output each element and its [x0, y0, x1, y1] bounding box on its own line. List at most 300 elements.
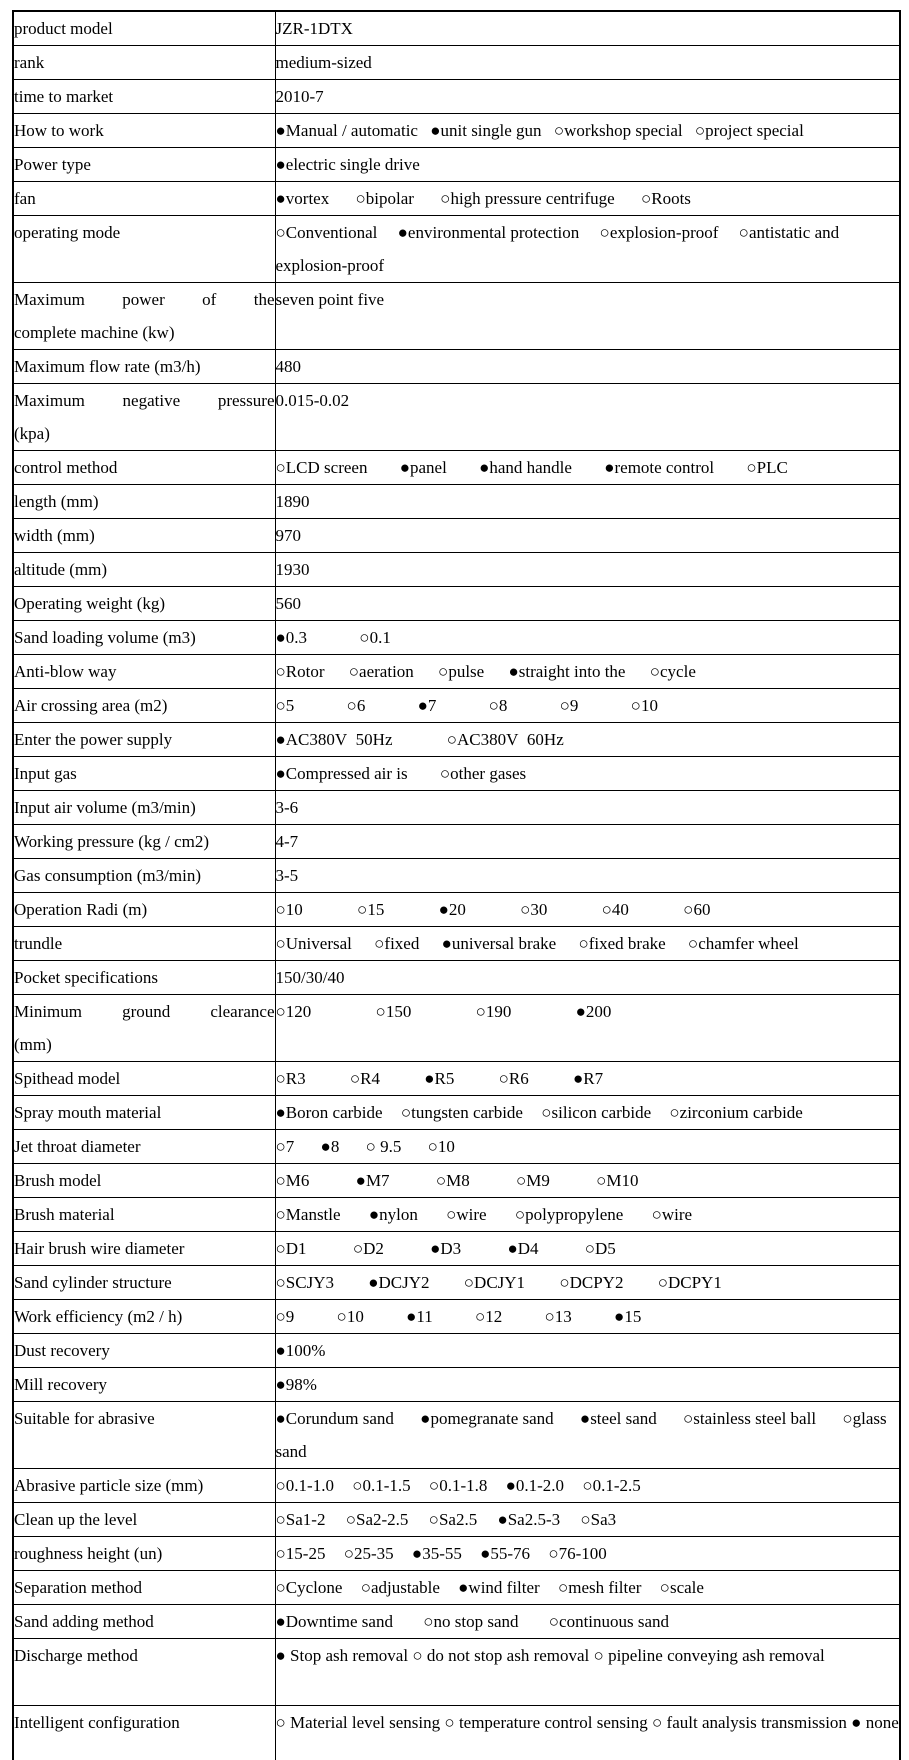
- spec-value: [275, 621, 900, 655]
- option-label: R6: [508, 1069, 529, 1088]
- spec-label-text: Clean up the level: [14, 1510, 138, 1529]
- option: [276, 1544, 340, 1563]
- spec-label: [13, 1537, 275, 1571]
- option-label: wire: [456, 1205, 487, 1224]
- spec-label-line: Maximum negative pressure: [14, 391, 275, 410]
- radio-selected-icon: ●: [368, 1273, 379, 1292]
- spec-label-text: Air crossing area (m2): [14, 696, 168, 715]
- radio-unselected-icon: ○: [275, 934, 286, 953]
- option-label: fixed brake: [588, 934, 666, 953]
- table-row: [13, 723, 900, 757]
- spec-label-line: Maximum power of the: [14, 290, 275, 309]
- table-row: [13, 655, 900, 689]
- option-label: zirconium carbide: [679, 1103, 803, 1122]
- spec-value: [275, 1605, 900, 1639]
- spec-label: [13, 995, 275, 1062]
- option-label: 10: [437, 1137, 455, 1156]
- option-label: 35-55: [422, 1544, 462, 1563]
- radio-unselected-icon: ○: [275, 662, 286, 681]
- table-row: [13, 791, 900, 825]
- radio-selected-icon: ●: [399, 458, 410, 477]
- option: [429, 1476, 501, 1495]
- option-label: no stop sand: [433, 1612, 519, 1631]
- spec-label: [13, 1266, 275, 1300]
- table-row: [13, 46, 900, 80]
- spec-value-text: 1930: [275, 560, 310, 579]
- option-label: glass sand: [275, 1409, 887, 1461]
- option: [444, 1713, 647, 1732]
- option-label: 15: [624, 1307, 642, 1326]
- radio-unselected-icon: ○: [275, 1239, 286, 1258]
- radio-unselected-icon: ○: [474, 1307, 486, 1326]
- option: [582, 1476, 640, 1495]
- option: [436, 1171, 512, 1190]
- option: [558, 1578, 655, 1597]
- spec-label: [13, 519, 275, 553]
- radio-unselected-icon: ○: [275, 458, 286, 477]
- option: [349, 662, 434, 681]
- radio-unselected-icon: ○: [275, 900, 286, 919]
- spec-value: [275, 384, 900, 451]
- option-label: R3: [285, 1069, 306, 1088]
- option: [641, 189, 691, 208]
- option-label: remote control: [614, 458, 715, 477]
- radio-unselected-icon: ○: [275, 1476, 286, 1495]
- spec-value: [275, 11, 900, 46]
- option: [585, 1239, 616, 1258]
- option-label: Cyclone: [285, 1578, 343, 1597]
- spec-value: [275, 927, 900, 961]
- table-row: [13, 1198, 900, 1232]
- option: [430, 1239, 503, 1258]
- radio-unselected-icon: ○: [694, 121, 706, 140]
- table-row: [13, 1537, 900, 1571]
- spec-label: [13, 451, 275, 485]
- option-label: 10: [640, 696, 658, 715]
- spec-label: [13, 553, 275, 587]
- spec-label: [13, 961, 275, 995]
- spec-label: [13, 1503, 275, 1537]
- spec-value: [275, 757, 900, 791]
- radio-unselected-icon: ○: [630, 696, 641, 715]
- option-label: 9: [285, 1307, 295, 1326]
- spec-label-text: Input air volume (m3/min): [14, 798, 196, 817]
- table-row: [13, 621, 900, 655]
- option-label: DCJY1: [474, 1273, 526, 1292]
- option: [357, 900, 434, 919]
- option: [439, 900, 516, 919]
- option-label: temperature control sensing: [454, 1713, 648, 1732]
- radio-unselected-icon: ○: [365, 1137, 376, 1156]
- option: [554, 121, 691, 140]
- option: [276, 121, 426, 140]
- spec-label: [13, 1232, 275, 1266]
- radio-selected-icon: ●: [275, 189, 286, 208]
- option-label: mesh filter: [568, 1578, 642, 1597]
- option-label: electric single drive: [285, 155, 420, 174]
- spec-value: [275, 519, 900, 553]
- radio-selected-icon: ●: [275, 730, 286, 749]
- radio-unselected-icon: ○: [444, 1713, 455, 1732]
- spec-label: [13, 1469, 275, 1503]
- option-label: cycle: [660, 662, 696, 681]
- table-row: [13, 182, 900, 216]
- spec-label-text: Enter the power supply: [14, 730, 173, 749]
- option: [398, 223, 596, 242]
- option-label: antistatic and explosion-proof: [275, 223, 840, 275]
- radio-unselected-icon: ○: [498, 1069, 509, 1088]
- spec-label: [13, 485, 275, 519]
- radio-selected-icon: ●: [438, 900, 449, 919]
- option: [580, 1510, 616, 1529]
- option-label: Material level sensing: [285, 1713, 441, 1732]
- spec-value: [275, 46, 900, 80]
- spec-label: [13, 182, 275, 216]
- spec-value: [275, 1706, 900, 1760]
- table-row: [13, 80, 900, 114]
- radio-selected-icon: ●: [275, 1612, 286, 1631]
- radio-selected-icon: ●: [505, 1476, 516, 1495]
- spec-value: [275, 825, 900, 859]
- spec-label: [13, 1334, 275, 1368]
- radio-unselected-icon: ○: [343, 1544, 354, 1563]
- option: [489, 696, 556, 715]
- option-label: AC380V 60Hz: [457, 730, 564, 749]
- option: [476, 1002, 572, 1021]
- option-label: 9: [569, 696, 579, 715]
- option: [440, 764, 526, 783]
- radio-unselected-icon: ○: [659, 1578, 670, 1597]
- spec-value: [275, 859, 900, 893]
- radio-unselected-icon: ○: [427, 1137, 438, 1156]
- spec-label: [13, 927, 275, 961]
- spec-label-text: Input gas: [14, 764, 77, 783]
- spec-value-text: 480: [275, 357, 301, 376]
- option: [347, 696, 414, 715]
- radio-unselected-icon: ○: [438, 662, 449, 681]
- option: [276, 1510, 342, 1529]
- option: [423, 1612, 544, 1631]
- spec-label: [13, 1198, 275, 1232]
- option: [604, 458, 742, 477]
- radio-selected-icon: ●: [424, 1069, 435, 1088]
- spec-value: [275, 995, 900, 1062]
- option: [548, 1544, 606, 1563]
- table-row: [13, 995, 900, 1062]
- option: [516, 1171, 592, 1190]
- option-label: DCPY2: [569, 1273, 624, 1292]
- spec-label-text: Suitable for abrasive: [14, 1409, 155, 1428]
- table-row: [13, 283, 900, 350]
- spec-label-text: Spithead model: [14, 1069, 121, 1088]
- option: [276, 1273, 364, 1292]
- option-label: pipeline conveying ash removal: [603, 1646, 825, 1665]
- spec-value: [275, 80, 900, 114]
- spec-value-text: 3-6: [275, 798, 299, 817]
- option: [276, 155, 420, 174]
- option: [507, 1239, 580, 1258]
- option-label: 10: [346, 1307, 364, 1326]
- spec-label: [13, 893, 275, 927]
- radio-selected-icon: ●: [320, 1137, 331, 1156]
- option: [359, 628, 391, 647]
- radio-unselected-icon: ○: [446, 1205, 457, 1224]
- option: [560, 696, 627, 715]
- spec-value: [275, 689, 900, 723]
- option: [520, 900, 597, 919]
- option: [746, 458, 787, 477]
- radio-unselected-icon: ○: [440, 189, 451, 208]
- radio-unselected-icon: ○: [559, 1273, 570, 1292]
- radio-unselected-icon: ○: [360, 1578, 371, 1597]
- option-label: 9.5: [375, 1137, 402, 1156]
- option: [515, 1205, 647, 1224]
- spec-label: [13, 384, 275, 451]
- option: [428, 1137, 455, 1156]
- option-label: 0.1-1.0: [285, 1476, 334, 1495]
- table-row: [13, 451, 900, 485]
- spec-label-text: trundle: [14, 934, 63, 953]
- option: [400, 458, 475, 477]
- radio-selected-icon: ●: [497, 1510, 508, 1529]
- radio-unselected-icon: ○: [651, 1205, 662, 1224]
- radio-selected-icon: ●: [507, 1239, 518, 1258]
- table-row: [13, 216, 900, 283]
- option-label: project special: [705, 121, 804, 140]
- radio-unselected-icon: ○: [463, 1273, 475, 1292]
- option: [549, 1612, 669, 1631]
- option-label: D2: [363, 1239, 384, 1258]
- spec-value-text: 150/30/40: [275, 968, 345, 987]
- option-label: continuous sand: [559, 1612, 670, 1631]
- option: [475, 1307, 540, 1326]
- spec-value: [275, 1062, 900, 1096]
- radio-unselected-icon: ○: [275, 1171, 286, 1190]
- table-row: [13, 1402, 900, 1469]
- spec-label-text: Spray mouth material: [14, 1103, 162, 1122]
- option-label: fault analysis transmission: [662, 1713, 847, 1732]
- radio-unselected-icon: ○: [593, 1646, 604, 1665]
- option: [600, 223, 735, 242]
- option-label: 15: [367, 900, 385, 919]
- table-row: [13, 350, 900, 384]
- table-row: [13, 1062, 900, 1096]
- option-label: adjustable: [370, 1578, 440, 1597]
- radio-unselected-icon: ○: [541, 1103, 552, 1122]
- spec-value: [275, 1639, 900, 1706]
- radio-unselected-icon: ○: [548, 1612, 560, 1631]
- option: [650, 662, 696, 681]
- radio-unselected-icon: ○: [428, 1476, 440, 1495]
- option: [376, 1002, 472, 1021]
- spec-label-text: How to work: [14, 121, 104, 140]
- spec-label-text: product model: [14, 19, 113, 38]
- spec-label-text: Mill recovery: [14, 1375, 107, 1394]
- radio-unselected-icon: ○: [275, 1002, 286, 1021]
- radio-unselected-icon: ○: [275, 1069, 286, 1088]
- table-row: [13, 1096, 900, 1130]
- option-label: bipolar: [365, 189, 414, 208]
- option-label: D1: [285, 1239, 307, 1258]
- option: [344, 1544, 408, 1563]
- spec-value: [275, 114, 900, 148]
- table-row: [13, 1706, 900, 1760]
- spec-value: [275, 1334, 900, 1368]
- option-label: 0.1-2.5: [592, 1476, 641, 1495]
- spec-label-text: fan: [14, 189, 36, 208]
- spec-value: [275, 1232, 900, 1266]
- spec-value-text: 0.015-0.02: [275, 391, 350, 410]
- spec-label: [13, 1639, 275, 1706]
- option: [652, 1205, 693, 1224]
- option-label: 200: [585, 1002, 612, 1021]
- option-label: workshop special: [564, 121, 683, 140]
- table-row: [13, 485, 900, 519]
- spec-value: [275, 587, 900, 621]
- option: [602, 900, 679, 919]
- radio-unselected-icon: ○: [488, 696, 499, 715]
- option-label: environmental protection: [407, 223, 580, 242]
- radio-unselected-icon: ○: [683, 900, 694, 919]
- option: [276, 1307, 333, 1326]
- radio-selected-icon: ●: [275, 1409, 286, 1428]
- radio-selected-icon: ●: [411, 1544, 423, 1563]
- option: [276, 1375, 317, 1394]
- option-label: Conventional: [285, 223, 378, 242]
- radio-selected-icon: ●: [508, 662, 519, 681]
- spec-value: [275, 1503, 900, 1537]
- option: [499, 1069, 569, 1088]
- option: [506, 1476, 578, 1495]
- radio-unselected-icon: ○: [669, 1103, 680, 1122]
- radio-unselected-icon: ○: [553, 121, 565, 140]
- option-label: scale: [669, 1578, 704, 1597]
- radio-unselected-icon: ○: [657, 1273, 668, 1292]
- spec-label-line: complete machine (kw): [14, 323, 175, 342]
- option: [652, 1713, 847, 1732]
- option: [688, 934, 799, 953]
- spec-label: [13, 655, 275, 689]
- spec-value: [275, 1266, 900, 1300]
- spec-value: [275, 961, 900, 995]
- option-label: 76-100: [558, 1544, 607, 1563]
- option: [412, 1544, 476, 1563]
- radio-unselected-icon: ○: [559, 696, 570, 715]
- option: [276, 1341, 326, 1360]
- option-label: straight into the: [518, 662, 626, 681]
- table-row: [13, 927, 900, 961]
- option: [276, 1409, 416, 1428]
- spec-value: [275, 1469, 900, 1503]
- table-row: [13, 1571, 900, 1605]
- radio-selected-icon: ●: [406, 1307, 417, 1326]
- spec-label: [13, 689, 275, 723]
- radio-unselected-icon: ○: [275, 1273, 286, 1292]
- spec-value: [275, 451, 900, 485]
- option-label: Universal: [285, 934, 352, 953]
- option: [276, 1069, 346, 1088]
- radio-unselected-icon: ○: [439, 764, 451, 783]
- option: [420, 1409, 575, 1428]
- option-label: nylon: [379, 1205, 418, 1224]
- radio-unselected-icon: ○: [275, 1510, 286, 1529]
- radio-selected-icon: ●: [430, 121, 441, 140]
- spec-value: [275, 1537, 900, 1571]
- option-label: Manstle: [285, 1205, 341, 1224]
- table-row: [13, 1232, 900, 1266]
- spec-value-text: medium-sized: [275, 53, 372, 72]
- option-label: 0.1-2.0: [515, 1476, 565, 1495]
- spec-label: [13, 825, 275, 859]
- option-label: stainless steel ball: [693, 1409, 817, 1428]
- option: [276, 1002, 372, 1021]
- option: [276, 934, 370, 953]
- spec-value: [275, 1300, 900, 1334]
- option: [497, 1510, 576, 1529]
- spec-label-text: Sand cylinder structure: [14, 1273, 172, 1292]
- radio-selected-icon: ●: [851, 1713, 862, 1732]
- option: [669, 1103, 802, 1122]
- option-label: other gases: [450, 764, 527, 783]
- option-label: hand handle: [489, 458, 572, 477]
- option-label: Compressed air is: [285, 764, 408, 783]
- option-label: 6: [356, 696, 366, 715]
- option: [446, 1205, 511, 1224]
- option-label: Boron carbide: [285, 1103, 383, 1122]
- spec-value: [275, 350, 900, 384]
- spec-value-text: JZR-1DTX: [275, 19, 353, 38]
- option-label: none: [861, 1713, 899, 1732]
- option: [353, 1239, 426, 1258]
- radio-unselected-icon: ○: [275, 1578, 286, 1597]
- spec-table: [12, 10, 901, 1760]
- spec-label-text: Brush material: [14, 1205, 115, 1224]
- option-label: D5: [595, 1239, 616, 1258]
- spec-label: [13, 587, 275, 621]
- spec-value: [275, 182, 900, 216]
- option-label: 10: [285, 900, 303, 919]
- table-row: [13, 1334, 900, 1368]
- spec-label-text: Operation Radi (m): [14, 900, 148, 919]
- radio-unselected-icon: ○: [652, 1713, 663, 1732]
- spec-value-text: seven point five: [275, 290, 385, 309]
- option-label: 0.3: [285, 628, 308, 647]
- spec-value: [275, 1130, 900, 1164]
- spec-label: [13, 757, 275, 791]
- radio-selected-icon: ●: [275, 155, 286, 174]
- radio-unselected-icon: ○: [275, 1544, 286, 1563]
- option-label: Sa1-2: [285, 1510, 326, 1529]
- spec-label-text: time to market: [14, 87, 114, 106]
- radio-unselected-icon: ○: [412, 1646, 423, 1665]
- option-label: Sa2.5-3: [507, 1510, 561, 1529]
- spec-label-text: altitude (mm): [14, 560, 108, 579]
- radio-selected-icon: ●: [480, 1544, 491, 1563]
- table-row: [13, 1266, 900, 1300]
- option: [573, 1069, 603, 1088]
- option: [596, 1171, 638, 1190]
- radio-selected-icon: ●: [275, 764, 286, 783]
- option-label: Sa3: [590, 1510, 617, 1529]
- radio-selected-icon: ●: [275, 1103, 286, 1122]
- option: [541, 1103, 665, 1122]
- option-label: 30: [530, 900, 548, 919]
- radio-unselected-icon: ○: [548, 1544, 559, 1563]
- table-row: [13, 859, 900, 893]
- radio-selected-icon: ●: [479, 458, 490, 477]
- option: [412, 1646, 589, 1665]
- table-row: [13, 1503, 900, 1537]
